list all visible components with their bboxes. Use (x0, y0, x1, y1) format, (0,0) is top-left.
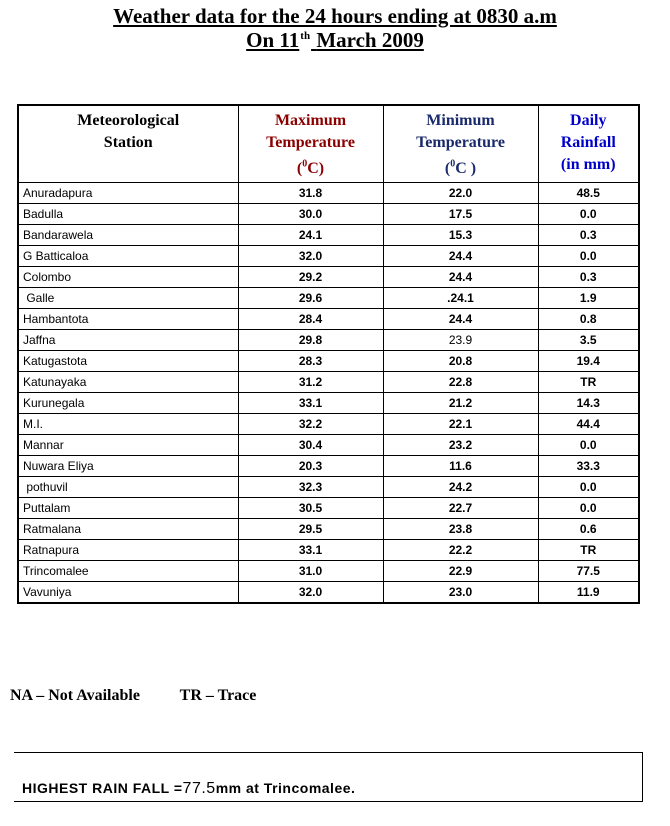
max-temp-cell: 30.4 (238, 435, 383, 456)
table-row (18, 225, 639, 246)
max-temp-cell: 29.2 (238, 267, 383, 288)
station-cell: M.I. (18, 414, 238, 435)
max-temp-cell: 20.3 (238, 456, 383, 477)
min-temp-cell: 24.4 (383, 309, 538, 330)
station-cell: Katunayaka (18, 372, 238, 393)
max-temp-cell: 29.8 (238, 330, 383, 351)
table-row (18, 519, 639, 540)
header-rain-line1: Daily (570, 112, 607, 129)
min-temp-cell: 22.8 (383, 372, 538, 393)
max-temp-cell: 31.8 (238, 183, 383, 204)
table-row (18, 498, 639, 519)
max-temp-cell: 31.0 (238, 561, 383, 582)
rainfall-cell: 0.0 (538, 204, 639, 225)
highest-rainfall-note (22, 780, 355, 798)
station-cell: Katugastota (18, 351, 238, 372)
station-cell: Ratnapura (18, 540, 238, 561)
max-temp-cell: 28.3 (238, 351, 383, 372)
header-daily-rainfall (538, 105, 639, 183)
table-row (18, 309, 639, 330)
min-temp-cell: 11.6 (383, 456, 538, 477)
rainfall-cell: 11.9 (538, 582, 639, 604)
rainfall-cell: 77.5 (538, 561, 639, 582)
station-cell: Kurunegala (18, 393, 238, 414)
header-rain-line3: (in mm) (560, 156, 616, 173)
min-temp-cell: 22.9 (383, 561, 538, 582)
station-cell: Puttalam (18, 498, 238, 519)
rainfall-cell: 44.4 (538, 414, 639, 435)
rainfall-cell: 0.0 (538, 246, 639, 267)
rainfall-cell: 0.0 (538, 435, 639, 456)
rainfall-cell: 0.3 (538, 225, 639, 246)
rainfall-cell: 33.3 (538, 456, 639, 477)
rainfall-cell: 0.6 (538, 519, 639, 540)
station-cell: Ratmalana (18, 519, 238, 540)
rainfall-cell: 0.0 (538, 477, 639, 498)
rainfall-cell: 19.4 (538, 351, 639, 372)
rainfall-cell: 0.8 (538, 309, 639, 330)
header-rain-line2: Rainfall (560, 134, 616, 151)
table-body (18, 183, 639, 604)
max-temp-cell: 31.2 (238, 372, 383, 393)
table-row (18, 351, 639, 372)
document-date (0, 28, 670, 52)
header-min-line1: Minimum (426, 112, 495, 129)
table-row (18, 561, 639, 582)
station-cell: Colombo (18, 267, 238, 288)
highlight-value: 77.5 (182, 780, 216, 797)
rainfall-cell: 3.5 (538, 330, 639, 351)
station-cell: pothuvil (18, 477, 238, 498)
min-temp-cell: 22.1 (383, 414, 538, 435)
min-temp-cell: 24.2 (383, 477, 538, 498)
station-cell: Trincomalee (18, 561, 238, 582)
rainfall-cell: 1.9 (538, 288, 639, 309)
rainfall-cell: TR (538, 540, 639, 561)
header-max-line1: Maximum (274, 112, 347, 129)
min-temp-cell: 24.4 (383, 267, 538, 288)
header-min-unit: ($^0$C ) (444, 159, 477, 178)
station-cell: Mannar (18, 435, 238, 456)
rainfall-cell: TR (538, 372, 639, 393)
table-row (18, 246, 639, 267)
min-temp-cell: 23.9 (383, 330, 538, 351)
max-temp-cell: 28.4 (238, 309, 383, 330)
legend-tr: TR – Trace (179, 687, 257, 704)
max-temp-cell: 24.1 (238, 225, 383, 246)
station-cell: G Batticaloa (18, 246, 238, 267)
table-row (18, 267, 639, 288)
document-title: Weather data for the 24 hours ending at 0830 a.m (113, 4, 557, 28)
highlight-suffix: mm at Trincomalee. (215, 780, 356, 796)
max-temp-cell: 29.5 (238, 519, 383, 540)
rainfall-cell: 0.0 (538, 498, 639, 519)
station-cell: Vavuniya (18, 582, 238, 604)
table-row (18, 288, 639, 309)
min-temp-cell: 22.7 (383, 498, 538, 519)
header-station (18, 105, 238, 183)
legend-na: NA – Not Available (10, 687, 140, 704)
rainfall-cell: 14.3 (538, 393, 639, 414)
station-cell: Bandarawela (18, 225, 238, 246)
table-row (18, 435, 639, 456)
header-max-temperature (238, 105, 383, 183)
station-cell: Nuwara Eliya (18, 456, 238, 477)
table-row (18, 393, 639, 414)
header-min-temperature (383, 105, 538, 183)
max-temp-cell: 32.0 (238, 246, 383, 267)
highlight-prefix: HIGHEST RAIN FALL = (22, 780, 183, 796)
max-temp-cell: 32.0 (238, 582, 383, 604)
station-cell: Hambantota (18, 309, 238, 330)
max-temp-cell: 33.1 (238, 540, 383, 561)
table-row (18, 456, 639, 477)
min-temp-cell: 24.4 (383, 246, 538, 267)
header-min-line2: Temperature (416, 134, 505, 151)
rainfall-cell: 48.5 (538, 183, 639, 204)
legend (10, 687, 256, 705)
station-cell: Jaffna (18, 330, 238, 351)
date-prefix: On 11 (246, 28, 300, 52)
table-row (18, 414, 639, 435)
date-ordinal-suffix: th (300, 30, 311, 42)
min-temp-cell: 21.2 (383, 393, 538, 414)
min-temp-cell: 15.3 (383, 225, 538, 246)
table-row (18, 540, 639, 561)
min-temp-cell: 22.0 (383, 183, 538, 204)
station-cell: Anuradapura (18, 183, 238, 204)
min-temp-cell: 23.2 (383, 435, 538, 456)
max-temp-cell: 33.1 (238, 393, 383, 414)
table-row (18, 372, 639, 393)
header-max-line2: Temperature (266, 134, 355, 151)
table-row (18, 204, 639, 225)
max-temp-cell: 30.0 (238, 204, 383, 225)
table-row (18, 582, 639, 604)
date-month-year: March 2009 (316, 28, 424, 52)
min-temp-cell: 23.8 (383, 519, 538, 540)
weather-table (17, 104, 640, 604)
min-temp-cell: .24.1 (383, 288, 538, 309)
min-temp-cell: 22.2 (383, 540, 538, 561)
max-temp-cell: 29.6 (238, 288, 383, 309)
min-temp-cell: 23.0 (383, 582, 538, 604)
header-station-line2: Station (103, 134, 153, 151)
station-cell: Badulla (18, 204, 238, 225)
max-temp-cell: 32.2 (238, 414, 383, 435)
rainfall-cell: 0.3 (538, 267, 639, 288)
header-max-unit: ($^0$C) (296, 159, 325, 178)
table-row (18, 183, 639, 204)
header-station-line1: Meteorological (77, 112, 180, 129)
table-header-row (18, 105, 639, 183)
max-temp-cell: 30.5 (238, 498, 383, 519)
table-row (18, 477, 639, 498)
station-cell: Galle (18, 288, 238, 309)
table-row (18, 330, 639, 351)
min-temp-cell: 17.5 (383, 204, 538, 225)
max-temp-cell: 32.3 (238, 477, 383, 498)
min-temp-cell: 20.8 (383, 351, 538, 372)
